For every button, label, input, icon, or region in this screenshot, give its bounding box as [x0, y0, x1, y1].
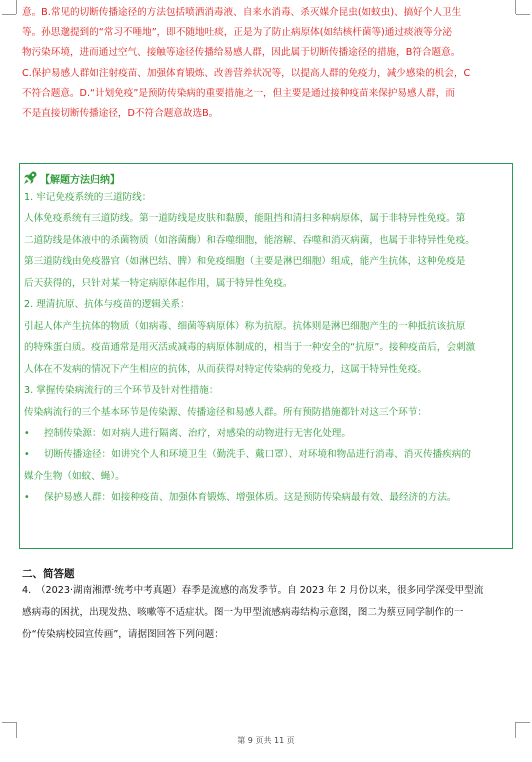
explanation-line: 不是直接切断传播途径，D不符合题意故选B。	[22, 108, 219, 119]
method-line-text: 引起人体产生抗体的物质（如病毒、细菌等病原体）称为抗原。抗体则是淋巴细胞产生的一种抵抗该抗原	[24, 320, 466, 332]
method-line-text: 后天获得的，只针对某一特定病原体起作用，属于特异性免疫。	[24, 277, 293, 289]
method-line-text: 控制传染源：如对病人进行隔离、治疗，对感染的动物进行无害化处理。	[44, 427, 351, 439]
method-line-text: 1. 牢记免疫系统的三道防线：	[24, 192, 152, 203]
explanation-line: 意。B.常见的切断传播途径的方法包括喷洒消毒液、自来水消毒、杀灭媒介昆虫(如蚊虫)、搞好个人卫生	[22, 7, 462, 18]
crop-mark	[16, 0, 17, 14]
explanation-line: 物污染环境，进而通过空气、接触等途径传播给易感人群，因此属于切断传播途径的措施，B符合题意。	[22, 47, 461, 58]
method-line	[24, 448, 514, 462]
method-line-text: 人体免疫系统有三道防线。第一道防线是皮肤和黏膜，能阻挡和清扫多种病原体，属于非特异性免疫。第	[24, 213, 466, 225]
crop-mark	[2, 14, 16, 15]
method-line	[24, 234, 514, 248]
method-line-text: 的特殊蛋白质。疫苗通常是用灭活或减毒的病原体制成的，相当于一种安全的“抗原”。接种疫苗后，会刺激	[24, 342, 476, 354]
question-line: 4. （2023·湖南湘潭·统考中考真题）春季是流感的高发季节。自 2023 年 2 月份以来，很多同学深受甲型流	[22, 585, 484, 596]
explanation-line: C.保护易感人群如注射疫苗、加强体育锻炼、改善营养状况等，以提高人群的免疫力，减少感染的机会，C	[22, 68, 471, 79]
method-line	[24, 384, 514, 398]
bullet-marker: •	[24, 427, 30, 439]
method-line	[24, 491, 514, 505]
method-line	[24, 298, 514, 312]
method-line	[24, 363, 514, 377]
method-line-text: 第三道防线由免疫器官（如淋巴结、脾）和免疫细胞（主要是淋巴细胞）组成，能产生抗体，这种免疫是	[24, 256, 466, 268]
method-line-text: 2. 理清抗原、抗体与疫苗的逻辑关系：	[24, 299, 190, 311]
method-line-text: 二道防线是体液中的杀菌物质（如溶菌酶）和吞噬细胞，能溶解、吞噬和消灭病菌，也属于非特异性免疫。	[24, 234, 475, 246]
method-box-title-text: 【解题方法归纳】	[40, 174, 120, 186]
method-line	[24, 406, 514, 420]
crop-mark	[516, 14, 530, 15]
bullet-marker: •	[24, 492, 30, 504]
explanation-line: 不符合题意。D.“计划免疫”是预防传染病的重要措施之一，但主要是通过接种疫苗来保护易感人群，而	[22, 88, 455, 99]
crop-mark	[2, 722, 16, 723]
method-line-text: 人体在不发病的情况下产生相应的抗体，从而获得对特定传染病的免疫力，这属于特异性免疫。	[24, 363, 427, 375]
method-box-title	[22, 170, 120, 186]
page-footer: 第 9 页共 11 页	[237, 736, 295, 745]
bullet-marker: •	[24, 449, 30, 461]
method-line-text: 保护易感人群：如接种疫苗、加强体育锻炼、增强体质。这是预防传染病最有效、最经济的方法。	[44, 492, 457, 504]
method-line	[24, 470, 514, 484]
question-line: 份“传染病校园宣传画”，请据图回答下列问题：	[22, 629, 224, 640]
method-line-text: 3. 掌握传染病流行的三个环节及针对性措施：	[24, 385, 219, 396]
method-line-text: 传染病流行的三个基本环节是传染源、传播途径和易感人群。所有预防措施都针对这三个环节：	[24, 406, 427, 418]
method-line	[24, 341, 514, 355]
method-line	[24, 427, 514, 441]
method-line	[24, 191, 514, 205]
explanation-line: 等。孙思邈提到的“常习不唾地”，即不随地吐痰，正是为了防止病原体(如结核杆菌等)通过痰液等分泌	[22, 27, 452, 38]
method-line	[24, 255, 514, 269]
crop-mark	[516, 722, 530, 723]
question-line: 感病毒的困扰，出现发热、咳嗽等不适症状。图一为甲型流感病毒结构示意图，图二为蔡豆同学制作的一	[22, 607, 464, 618]
method-line-text: 切断传播途径：如讲究个人和环境卫生（勤洗手、戴口罩）、对环境和物品进行消毒、消灭传播疾病的	[44, 449, 471, 461]
method-line	[24, 212, 514, 226]
method-line	[24, 320, 514, 334]
method-line	[24, 277, 514, 291]
section-heading: 二、简答题	[22, 568, 75, 580]
method-line-text: 媒介生物（如蚊、蝇）。	[24, 470, 125, 482]
rocket-icon	[22, 170, 38, 186]
